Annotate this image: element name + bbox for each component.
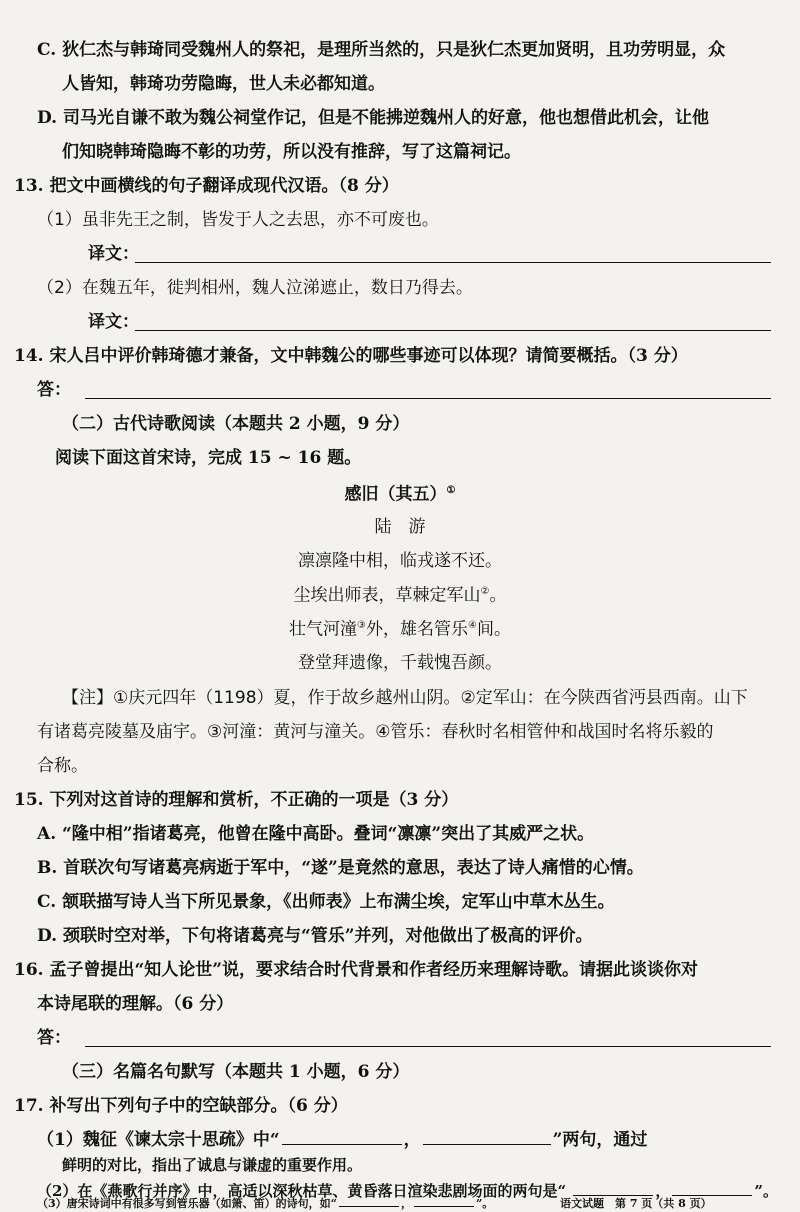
q14-stem: 14. 宋人吕中评价韩琦德才兼备，文中韩魏公的哪些事迹可以体现？请简要概括。（3 分）: [14, 346, 688, 366]
notes-line-3: 合称。: [37, 756, 88, 776]
section2-heading: （二）古代诗歌阅读（本题共 2 小题，9 分）: [62, 414, 410, 434]
q13-stem: 13. 把文中画横线的句子翻译成现代汉语。（8 分）: [14, 176, 399, 196]
poem-line-4: 登堂拜遗像，千载愧吾颜。: [298, 653, 502, 673]
q15-stem: 15. 下列对这首诗的理解和赏析，不正确的一项是（3 分）: [14, 790, 459, 810]
q17-part-3-b: ，: [400, 1197, 412, 1210]
q15-option-b[interactable]: B. 首联次句写诸葛亮病逝于军中，“遂”是竟然的意思，表达了诗人痛惜的心情。: [37, 858, 644, 878]
poem-line-2-note: ②: [480, 586, 490, 597]
q13-sentence-1: （1）虽非先王之制，皆发于人之去思，亦不可废也。: [37, 210, 439, 230]
q14-answer-label: 答：: [37, 380, 71, 400]
q16-answer-label: 答：: [37, 1028, 71, 1048]
q17-part-3-c: ”。: [475, 1197, 494, 1210]
q15-option-d[interactable]: D. 颈联时空对举，下句将诸葛亮与“管乐”并列，对他做出了极高的评价。: [37, 926, 593, 946]
q17-part-2-a: （2）在《燕歌行并序》中，高适以深秋枯草、黄昏落日渲染悲剧场面的两句是“: [37, 1182, 567, 1200]
section2-intro: 阅读下面这首宋诗，完成 15 ~ 16 题。: [55, 448, 362, 468]
poem-line-2-text: 尘埃出师表，草棘定军山: [293, 585, 481, 606]
poem-line-1: 凛凛隆中相，临戎遂不还。: [298, 551, 502, 571]
poem-title-text: 感旧（其五）: [344, 484, 447, 505]
poem-line-3-a: 壮气河潼: [289, 619, 358, 640]
q16-stem-line2: 本诗尾联的理解。（6 分）: [37, 994, 234, 1014]
q13-translation-2-label: 译文：: [88, 312, 139, 332]
q12-option-d-line2: 们知晓韩琦隐晦不彰的功劳，所以没有推辞，写了这篇祠记。: [62, 142, 521, 162]
q17-part-1-a: （1）魏征《谏太宗十思疏》中“: [37, 1130, 280, 1150]
q17-part-1-c: ”两句，通过: [552, 1130, 648, 1150]
poem-line-2-end: 。: [489, 585, 507, 606]
section3-heading: （三）名篇名句默写（本题共 1 小题，6 分）: [62, 1062, 410, 1082]
notes-line-1: 【注】①庆元四年（1198）夏，作于故乡越州山阴。②定军山：在今陕西省沔县西南。山下: [62, 688, 748, 708]
q17-part-2-b: ，: [655, 1182, 671, 1200]
q17-stem: 17. 补写出下列句子中的空缺部分。（6 分）: [14, 1096, 348, 1116]
q17-part-1-b: ，: [403, 1130, 421, 1150]
q15-option-a[interactable]: A. “隆中相”指诸葛亮，他曾在隆中高卧。叠词“凛凛”突出了其威严之状。: [37, 824, 595, 844]
poem-title-note: ①: [446, 485, 456, 496]
q12-option-c-line1: C. 狄仁杰与韩琦同受魏州人的祭祀，是理所当然的，只是狄仁杰更加贤明，且功劳明显，众: [37, 40, 726, 60]
q13-translation-1-label: 译文：: [88, 244, 139, 264]
poem-line-3-note2: ④: [468, 620, 477, 631]
page-footer: 语文试题 第 7 页（共 8 页）: [560, 1197, 712, 1210]
q12-option-c-line2: 人皆知，韩琦功劳隐晦，世人未必都知道。: [62, 74, 385, 94]
q15-option-c[interactable]: C. 颔联描写诗人当下所见景象，《出师表》上布满尘埃，定军山中草木丛生。: [37, 892, 615, 912]
notes-line-2: 有诸葛亮陵墓及庙宇。③河潼：黄河与潼关。④管乐：春秋时名相管仲和战国时名将乐毅的: [37, 722, 714, 742]
q13-sentence-2: （2）在魏五年，徙判相州，魏人泣涕遮止，数日乃得去。: [37, 278, 473, 298]
poem-line-3-c: 间。: [476, 619, 511, 640]
q17-part-2-c: ”。: [754, 1182, 778, 1200]
q17-part-1-line2: 鲜明的对比，指出了诚息与谦虚的重要作用。: [62, 1156, 363, 1174]
q12-option-d-line1: D. 司马光自谦不敢为魏公祠堂作记，但是不能拂逆魏州人的好意，他也想借此机会，让他: [37, 108, 709, 128]
poem-line-3-note1: ③: [357, 620, 366, 631]
q17-part-3-a: （3）唐宋诗词中有很多写到管乐器（如箫、笛）的诗句，如“: [37, 1197, 337, 1210]
poem-author: 陆 游: [374, 517, 426, 537]
poem-line-3-b: 外，雄名管乐: [366, 619, 468, 640]
q16-stem-line1: 16. 孟子曾提出“知人论世”说，要求结合时代背景和作者经历来理解诗歌。请据此谈谈你对: [14, 960, 699, 980]
